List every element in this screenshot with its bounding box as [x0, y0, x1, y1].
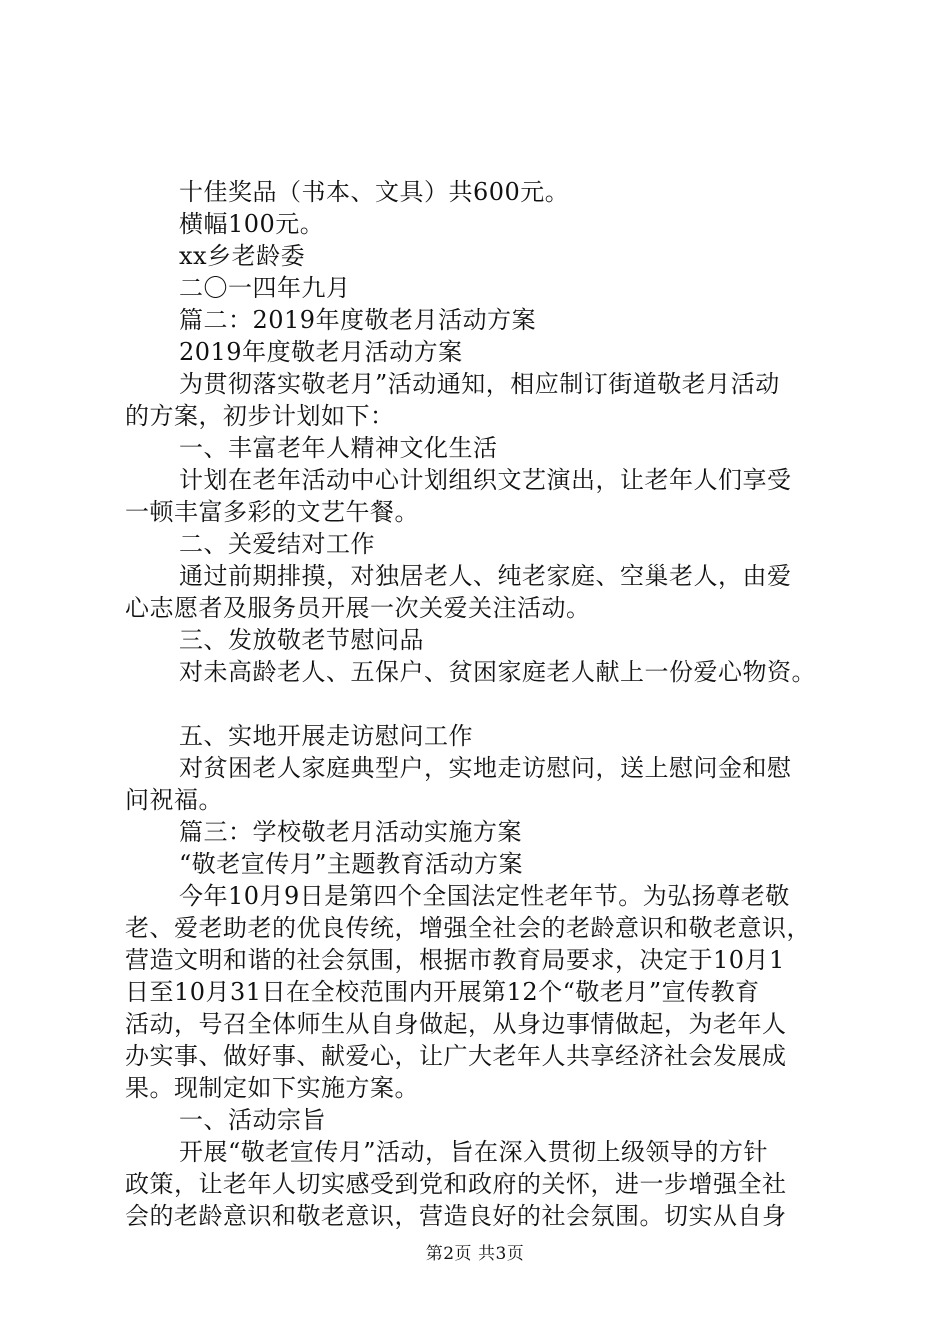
document-body: [125, 176, 845, 1232]
subsection-heading: 一、丰富老年人精神文化生活: [179, 434, 498, 462]
subsection-heading: 三、发放敬老节慰问品: [179, 626, 424, 654]
page-number-footer: 第2页 共3页: [425, 1244, 525, 1264]
paragraph-line: 十佳奖品（书本、文具）共600元。: [179, 178, 570, 206]
subsection-heading: 二、关爱结对工作: [179, 530, 375, 558]
paragraph-line: 活动，号召全体师生从自身做起，从身边事情做起，为老年人: [125, 1010, 787, 1038]
paragraph-line: 会的老龄意识和敬老意识，营造良好的社会氛围。切实从自身: [125, 1202, 787, 1230]
subsection-heading: 五、实地开展走访慰问工作: [179, 722, 473, 750]
section-title: “敬老宣传月”主题教育活动方案: [179, 850, 524, 878]
paragraph-line: 心志愿者及服务员开展一次关爱关注活动。: [125, 594, 591, 622]
blank-line: [125, 688, 845, 720]
paragraph-line: 营造文明和谐的社会氛围，根据市教育局要求，决定于10月1: [125, 946, 785, 974]
paragraph-line: 问祝福。: [125, 786, 223, 814]
paragraph-line: 一顿丰富多彩的文艺午餐。: [125, 498, 419, 526]
paragraph-line: 为贯彻落实敬老月”活动通知，相应制订街道敬老月活动: [179, 370, 780, 398]
paragraph-line: 对未高龄老人、五保户、贫困家庭老人献上一份爱心物资。: [179, 658, 816, 686]
paragraph-line: 对贫困老人家庭典型户，实地走访慰问，送上慰问金和慰: [179, 754, 792, 782]
paragraph-line: 计划在老年活动中心计划组织文艺演出，让老年人们享受: [179, 466, 792, 494]
paragraph-line: 果。现制定如下实施方案。: [125, 1074, 419, 1102]
section-heading: 篇二：2019年度敬老月活动方案: [179, 306, 537, 334]
section-title: 2019年度敬老月活动方案: [179, 338, 463, 366]
paragraph-line: 办实事、做好事、献爱心，让广大老年人共享经济社会发展成: [125, 1042, 787, 1070]
paragraph-line: 日至10月31日在全校范围内开展第12个“敬老月”宣传教育: [125, 978, 760, 1006]
paragraph-line: 二〇一四年九月: [179, 274, 351, 302]
paragraph-line: 今年10月9日是第四个全国法定性老年节。为弘扬尊老敬: [179, 882, 790, 910]
paragraph-line: 政策，让老年人切实感受到党和政府的关怀，进一步增强全社: [125, 1170, 787, 1198]
paragraph-line: 的方案，初步计划如下：: [125, 402, 395, 430]
paragraph-line: 老、爱老助老的优良传统，增强全社会的老龄意识和敬老意识，: [125, 914, 811, 942]
paragraph-line: 横幅100元。: [179, 210, 325, 238]
paragraph-line: xx乡老龄委: [179, 242, 306, 270]
paragraph-line: 开展“敬老宣传月”活动，旨在深入贯彻上级领导的方针: [179, 1138, 769, 1166]
section-heading: 篇三：学校敬老月活动实施方案: [179, 818, 522, 846]
subsection-heading: 一、活动宗旨: [179, 1106, 326, 1134]
paragraph-line: 通过前期排摸，对独居老人、纯老家庭、空巢老人，由爱: [179, 562, 792, 590]
